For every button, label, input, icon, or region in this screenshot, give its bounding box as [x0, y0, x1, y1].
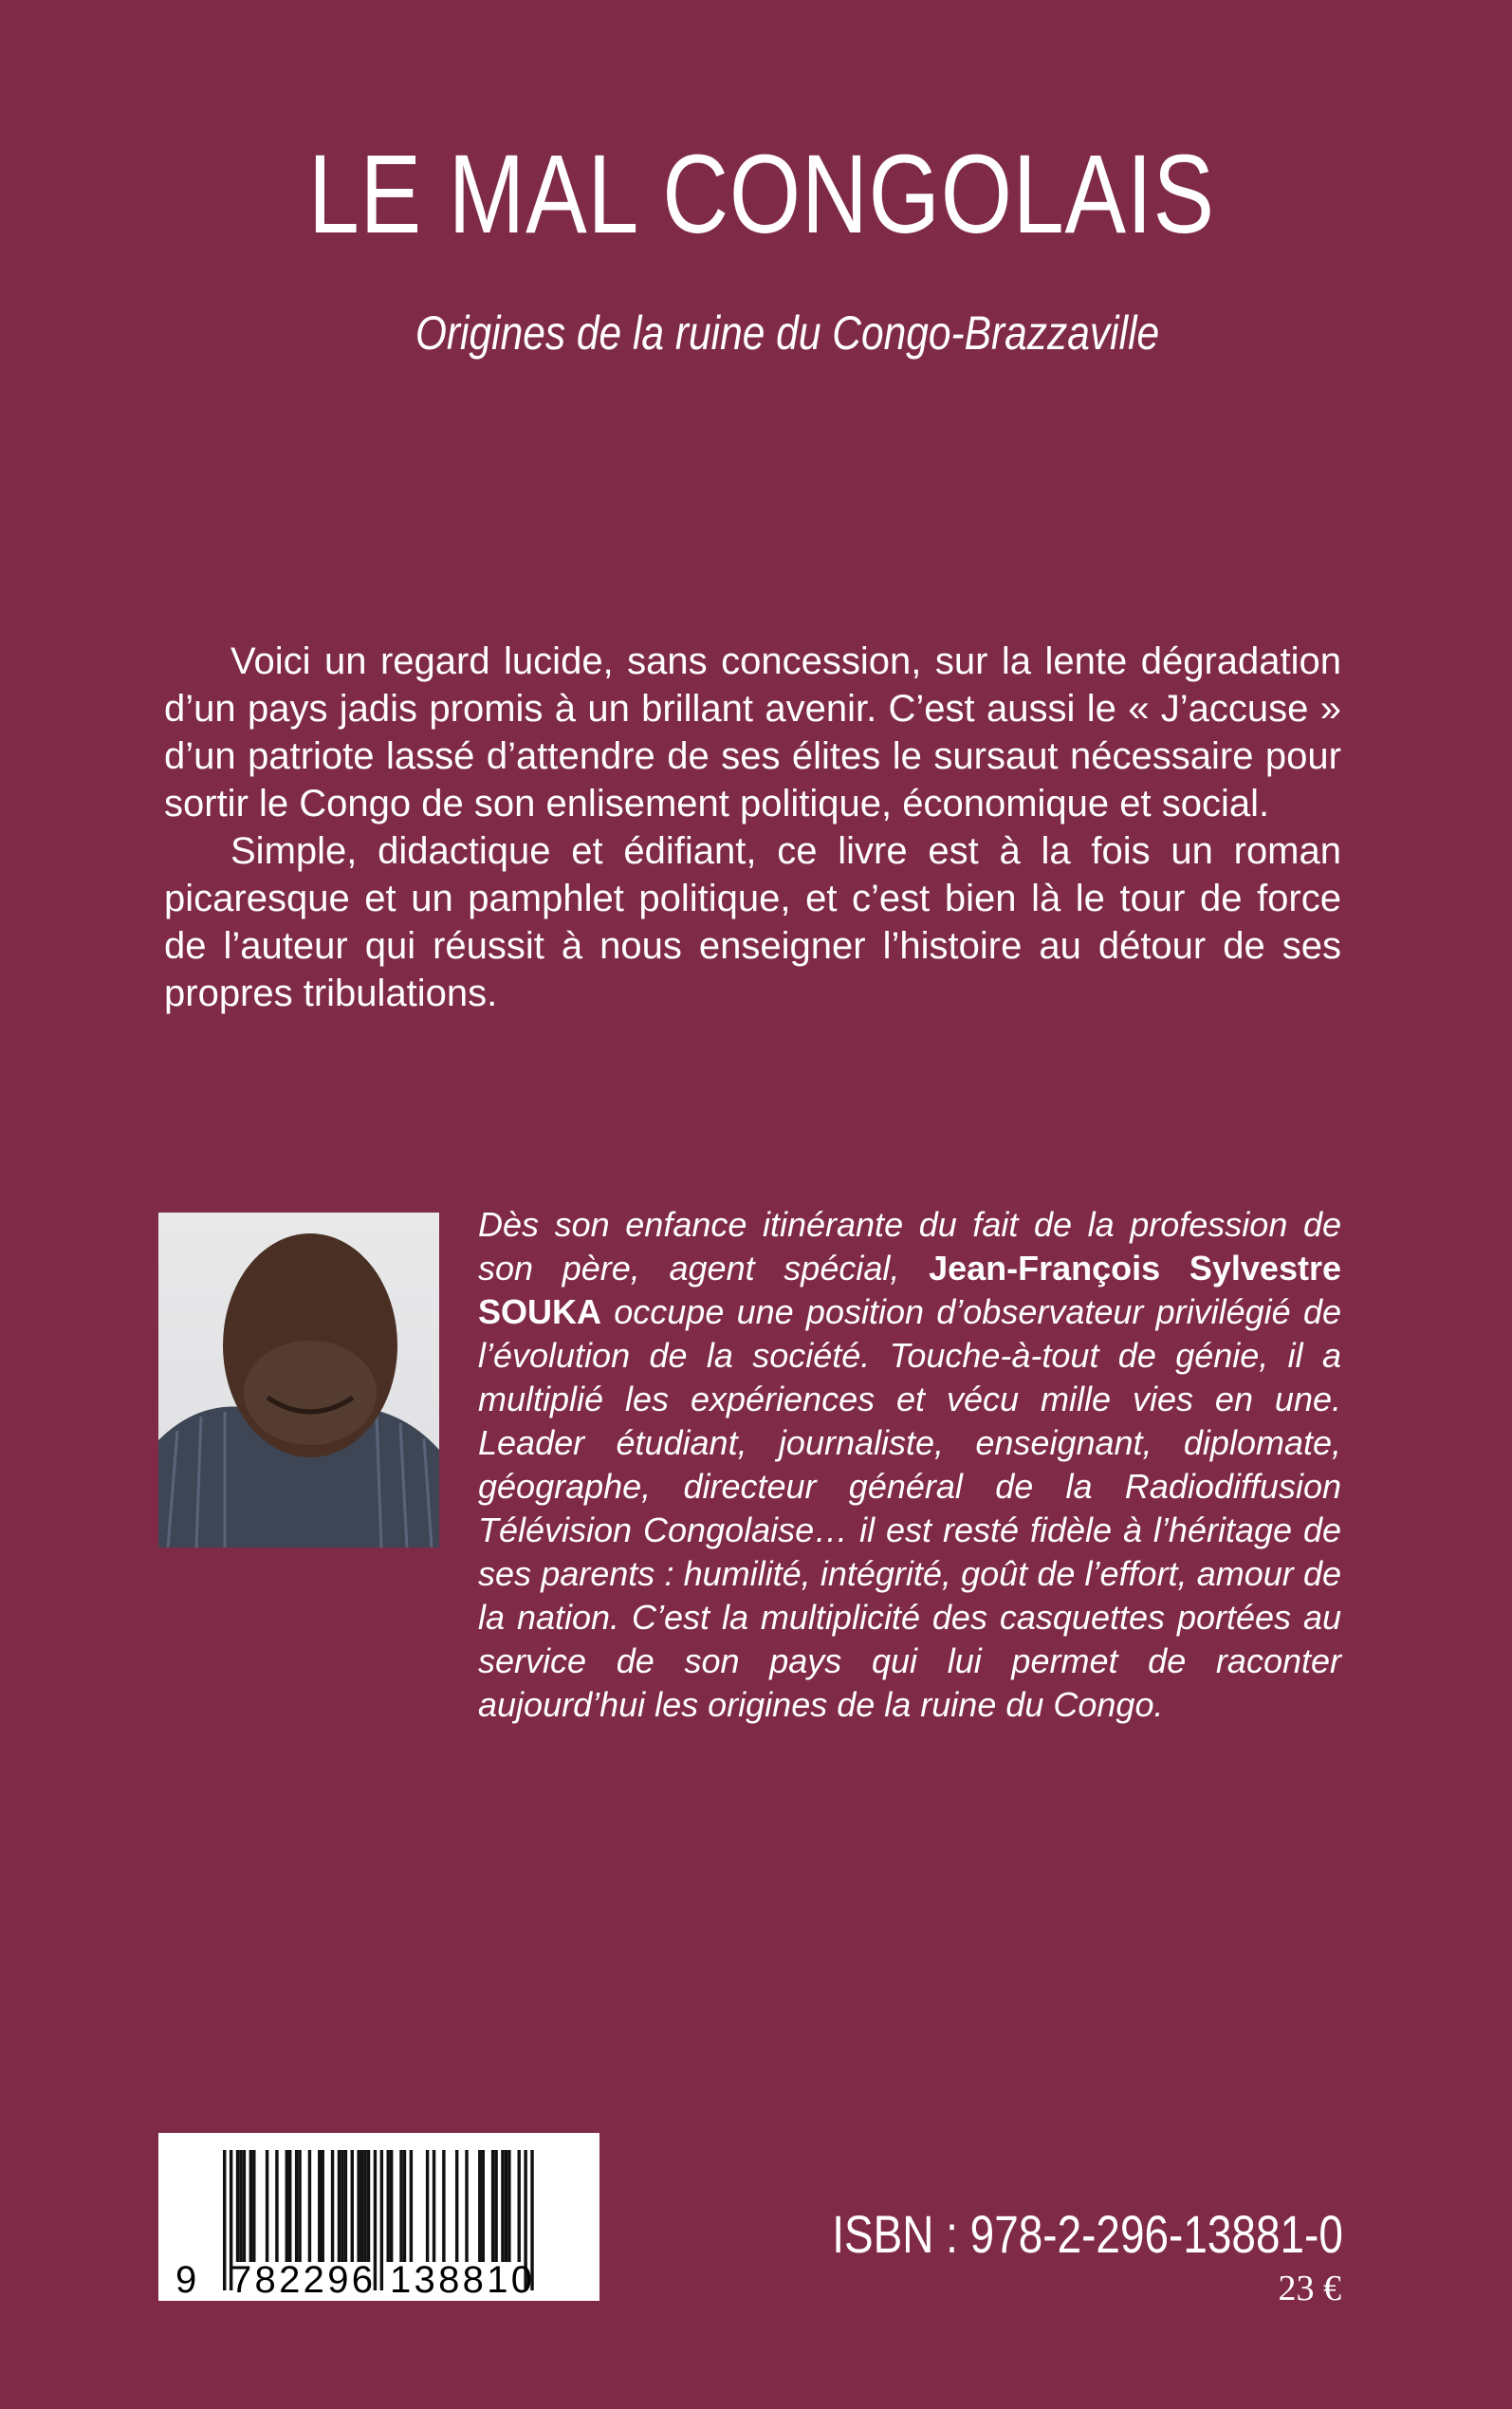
barcode-bar [252, 2150, 255, 2262]
barcode-bar [360, 2150, 363, 2262]
barcode-bar [266, 2150, 268, 2262]
barcode-bar [465, 2150, 468, 2262]
barcode-bar [518, 2150, 521, 2262]
barcode-bar [344, 2150, 347, 2262]
barcode-bar [286, 2150, 288, 2262]
barcode-bar [380, 2150, 383, 2290]
barcode-bar [351, 2150, 354, 2262]
barcode-bar [298, 2150, 301, 2262]
barcode-bar [494, 2150, 497, 2262]
barcode-bar [318, 2150, 321, 2262]
barcode-bar [478, 2150, 481, 2262]
barcode-bar [367, 2150, 370, 2262]
book-subtitle: Origines de la ruine du Congo-Brazzaville [415, 306, 1160, 360]
barcode-bar [442, 2150, 445, 2262]
barcode-bar [357, 2150, 360, 2262]
barcode-bar [482, 2150, 485, 2262]
barcode-bar [275, 2150, 278, 2262]
book-title: LE MAL CONGOLAIS [307, 132, 1215, 257]
barcode [158, 2133, 599, 2301]
barcode-bar [410, 2150, 413, 2262]
barcode-bar [341, 2150, 343, 2262]
barcode-bar [322, 2150, 324, 2262]
barcode-bar [331, 2150, 334, 2262]
barcode-first-digit: 9 [175, 2259, 197, 2301]
barcode-bar [308, 2150, 311, 2262]
blurb-paragraph: Simple, didactique et édifiant, ce livre est à la fois un roman picaresque et un pamphlet politique, et c’est bien là le tour de force de l’auteur qui réussit à nous enseigner l’histoire au détour de ses propres tribulations. [164, 830, 1341, 1014]
barcode-bar [455, 2150, 458, 2262]
barcode-bar [390, 2150, 393, 2262]
barcode-bar [501, 2150, 504, 2262]
author-bio [478, 1203, 1341, 1727]
barcode-bar [295, 2150, 298, 2262]
barcode-bar [239, 2150, 242, 2262]
bio-text: occupe une position d’observateur privilégié de l’évolution de la société. Touche-à-tout de génie, il a multiplié les expériences et vécu mille vies en une. Leader étudiant, journaliste, enseignant, diplomate, géographe, directeur général de la Radiodiffusion Télévision Congolaise… il est resté fidèle à l’héritage de ses parents : humilité, intégrité, goût de l’effort, amour de la nation. C’est la multiplicité des casquettes portées au service de son pays qui lui permet de raconter aujourd’hui les origines de la ruine du Congo. [478, 1292, 1341, 1724]
barcode-bar [374, 2150, 377, 2290]
blurb [164, 638, 1341, 1017]
blurb-paragraph: Voici un regard lucide, sans concession, sur la lente dégradation d’un pays jadis promis à un brillant avenir. C’est aussi le « J’accuse » d’un patriote lassé d’attendre de ses élites le sursaut nécessaire pour sortir le Congo de son enlisement politique, économique et social. [164, 640, 1341, 825]
bio-text: Dès son enfance itinérante du fait de la profession de son père, agent spécial, [478, 1205, 1341, 1288]
isbn: ISBN : 978-2-296-13881-0 [832, 2204, 1343, 2264]
barcode-bar [403, 2150, 406, 2262]
barcode-bar [363, 2150, 366, 2262]
barcode-bar [426, 2150, 429, 2262]
author-name: Jean-François Sylvestre SOUKA [478, 1249, 1341, 1331]
barcode-bar [249, 2150, 252, 2262]
barcode-bar [288, 2150, 291, 2262]
barcode-bar [507, 2150, 510, 2262]
barcode-left-digits: 782296 [230, 2259, 373, 2301]
barcode-bar [505, 2150, 507, 2262]
barcode-bar [399, 2150, 402, 2262]
author-photo [158, 1213, 439, 1547]
barcode-right-digits: 138810 [390, 2259, 532, 2301]
barcode-bar [387, 2150, 390, 2262]
barcode-bar [243, 2150, 246, 2262]
barcode-bar [223, 2150, 226, 2290]
barcode-bar [236, 2150, 239, 2262]
barcode-bar [433, 2150, 435, 2262]
price: 23 € [1278, 2269, 1341, 2308]
barcode-bar [491, 2150, 494, 2262]
barcode-bar [338, 2150, 341, 2262]
